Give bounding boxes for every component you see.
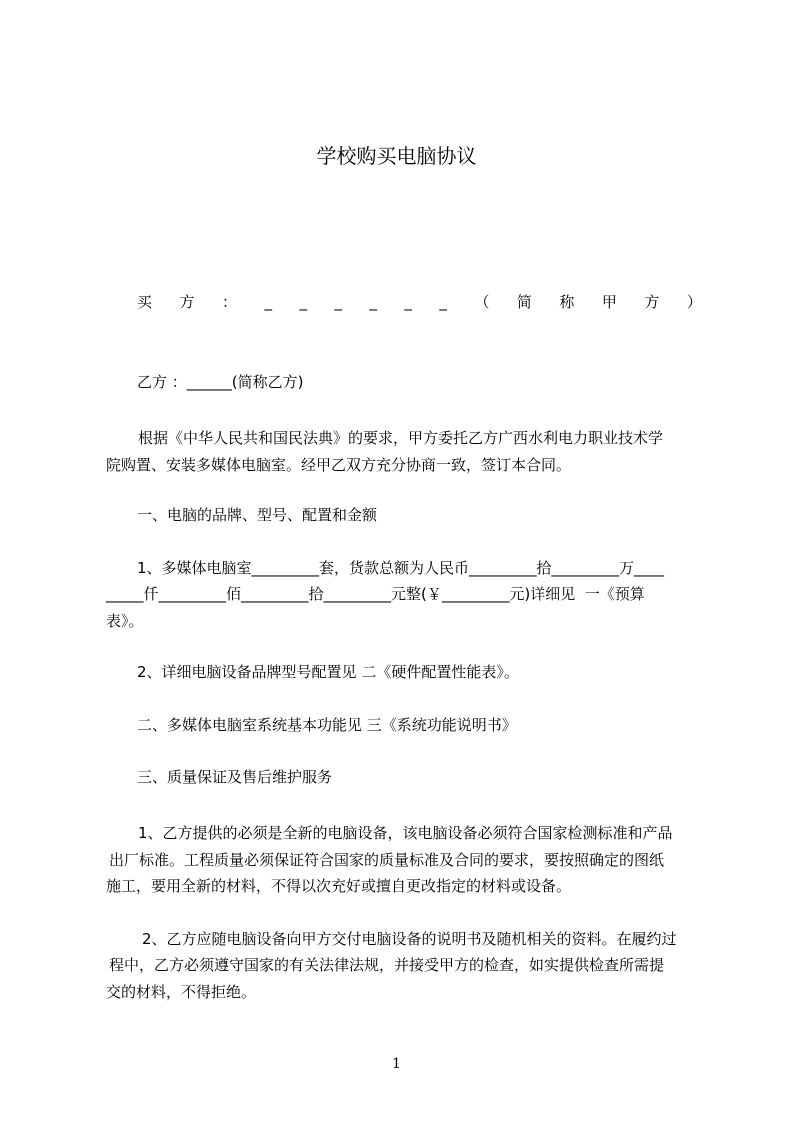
document-title: 学校购买电脑协议 xyxy=(316,144,477,168)
party-a-char: _ xyxy=(369,293,377,311)
section-heading: 一、电脑的品牌、型号、配置和金额 xyxy=(137,506,378,524)
page-number: 1 xyxy=(392,1056,401,1072)
paragraph-line: 交的材料，不得拒绝。 xyxy=(106,983,257,1001)
paragraph-line: 1、多媒体电脑室_________套，货款总额为人民币_________拾_________万____ xyxy=(137,559,665,577)
party-a-char: 方 xyxy=(644,293,660,311)
party-b-line: 乙方 ：______(简称乙方) xyxy=(137,373,304,391)
party-a-char: ： xyxy=(222,293,238,311)
party-a-char: _ xyxy=(334,293,342,311)
paragraph-line: _____仟_________佰_________拾_________元整(￥_________元)详细见 一《预算 xyxy=(106,585,645,603)
section-heading: 三、质量保证及售后维护服务 xyxy=(137,768,333,786)
party-a-char: _ xyxy=(439,293,447,311)
paragraph-line: 表》。 xyxy=(106,612,144,630)
party-a-char: _ xyxy=(404,293,412,311)
paragraph-line: 程中，乙方必须遵守国家的有关法律法规，并接受甲方的检查，如实提供检查所需提 xyxy=(109,956,665,974)
party-a-char: 简 xyxy=(516,293,532,311)
party-a-char: 甲 xyxy=(601,293,617,311)
party-a-char: ） xyxy=(686,293,702,311)
party-a-char: （ xyxy=(474,293,490,311)
paragraph-line: 根据《中华人民共和国民法典》的要求，甲方委托乙方广西水利电力职业技术学 xyxy=(138,429,664,447)
section-heading: 二、多媒体电脑室系统基本功能见 三《系统功能说明书》 xyxy=(137,716,517,734)
party-a-char: _ xyxy=(264,293,272,311)
paragraph-line: 施工，要用全新的材料，不得以次充好或擅自更改指定的材料或设备。 xyxy=(106,877,572,895)
paragraph-line: 1、乙方提供的必须是全新的电脑设备，该电脑设备必须符合国家检测标准和产品 xyxy=(138,824,673,842)
party-a-line xyxy=(137,292,702,312)
party-a-char: _ xyxy=(299,293,307,311)
paragraph-line: 院购置、安装多媒体电脑室。经甲乙双方充分协商一致，签订本合同。 xyxy=(106,456,572,474)
paragraph-line: 2、乙方应随电脑设备向甲方交付电脑设备的说明书及随机相关的资料。在履约过 xyxy=(142,930,677,948)
paragraph-line: 2、详细电脑设备品牌型号配置见 二《硬件配置性能表》。 xyxy=(137,663,519,681)
paragraph-line: 出厂标准。工程质量必须保证符合国家的质量标准及合同的要求，要按照确定的图纸 xyxy=(109,851,665,869)
party-a-char: 方 xyxy=(179,293,195,311)
party-a-char: 称 xyxy=(559,293,575,311)
party-a-char: 买 xyxy=(137,293,153,311)
